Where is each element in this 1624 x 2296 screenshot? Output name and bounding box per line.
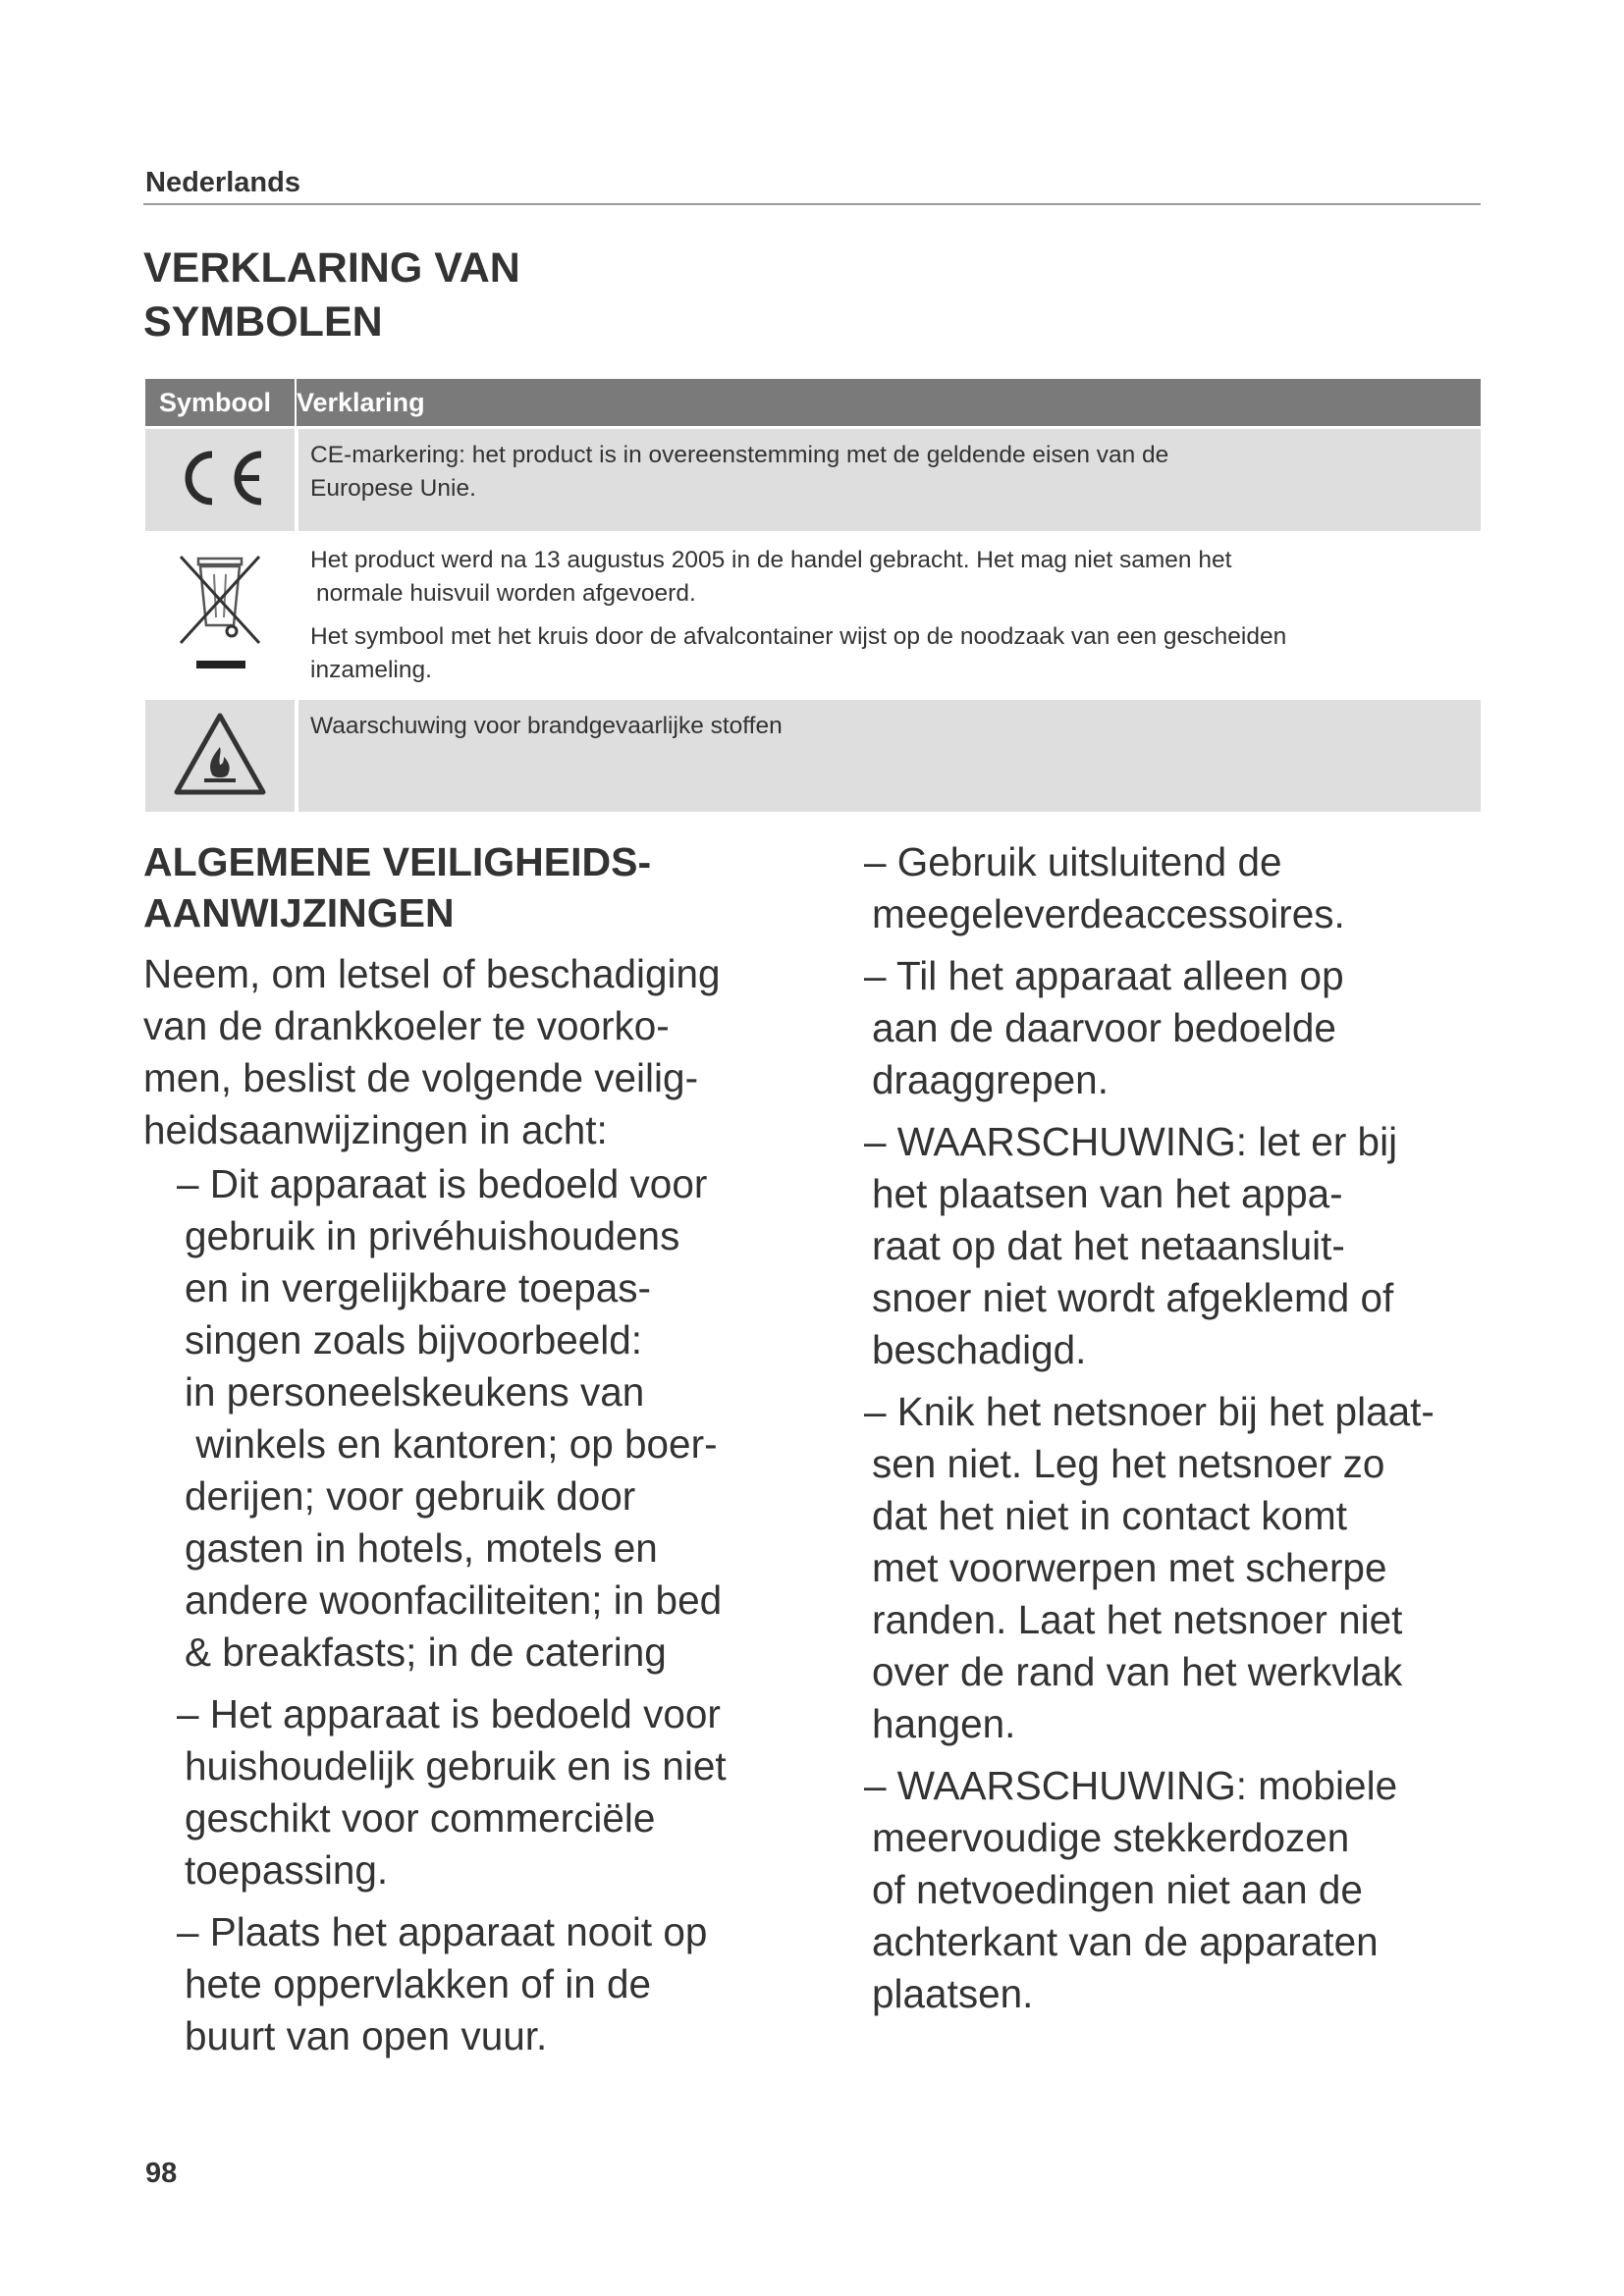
text-line: inzameling. — [310, 657, 432, 683]
table-header — [145, 379, 1481, 426]
text-line: toepassing. — [185, 1847, 389, 1893]
title-line: ALGEMENE VEILIGHEIDS- — [143, 839, 652, 884]
text-line: in personeelskeukens van — [185, 1369, 645, 1415]
list-item — [864, 836, 1520, 940]
text-line: meegeleverdeaccessoires. — [872, 891, 1345, 936]
text-line: van de drankkoeler te voorko- — [143, 1003, 670, 1048]
text-line: derijen; voor gebruik door — [185, 1473, 636, 1519]
list-item — [143, 1688, 821, 1896]
title-line: VERKLARING VAN — [143, 244, 520, 292]
text-line: – Plaats het apparaat nooit op — [177, 1909, 708, 1954]
table-row — [145, 531, 1481, 697]
explanation-paragraph — [310, 544, 1469, 611]
ce-marking-icon — [169, 449, 271, 512]
text-line: achterkant van de apparaten — [872, 1919, 1379, 1964]
page-number: 98 — [145, 2158, 178, 2189]
list-item — [143, 1906, 821, 2062]
left-column — [143, 836, 821, 2072]
text-line: singen zoals bijvoorbeeld: — [185, 1317, 643, 1362]
text-line: gasten in hotels, motels en — [185, 1525, 658, 1571]
text-line: – Dit apparaat is bedoeld voor — [177, 1161, 708, 1206]
list-item — [864, 1760, 1520, 2020]
text-line: hete oppervlakken of in de — [185, 1961, 652, 2006]
text-line: of netvoedingen niet aan de — [872, 1867, 1363, 1912]
table-row — [145, 697, 1481, 812]
text-line: huishoudelijk gebruik en is niet — [185, 1743, 727, 1789]
text-line: dat het niet in contact komt — [872, 1493, 1348, 1538]
text-line: sen niet. Leg het netsnoer zo — [872, 1441, 1385, 1486]
text-line: gebruik in privéhuishoudens — [185, 1213, 680, 1258]
language-label: Nederlands — [145, 167, 300, 198]
text-line: draaggrepen. — [872, 1057, 1109, 1102]
explanation-cell — [298, 534, 1481, 697]
text-line: – Gebruik uitsluitend de — [864, 839, 1282, 884]
symbol-cell — [145, 429, 298, 531]
text-line: – Het apparaat is bedoeld voor — [177, 1691, 721, 1736]
symbol-table — [145, 379, 1481, 812]
text-line: Waarschuwing voor brandgevaarlijke stoffen — [310, 713, 783, 739]
symbol-cell — [145, 700, 298, 812]
text-line: plaatsen. — [872, 1971, 1034, 2016]
text-line: heidsaanwijzingen in acht: — [143, 1107, 608, 1152]
text-line: Europese Unie. — [310, 475, 476, 502]
list-item — [864, 1116, 1520, 1376]
title-line: SYMBOLEN — [143, 298, 383, 346]
text-line: beschadigd. — [872, 1327, 1087, 1372]
explanation-cell — [298, 700, 1481, 812]
explanation-paragraph — [310, 710, 1469, 743]
text-line: andere woonfaciliteiten; in bed — [185, 1577, 723, 1623]
text-line: en in vergelijkbare toepas- — [185, 1265, 652, 1310]
text-line: men, beslist de volgende veilig- — [143, 1055, 699, 1100]
col-header-explanation: Verklaring — [297, 388, 425, 417]
symbol-cell — [145, 534, 298, 697]
text-line: geschikt voor commerciële — [185, 1795, 656, 1841]
explanation-paragraph — [310, 620, 1469, 687]
text-line: over de rand van het werkvlak — [872, 1649, 1403, 1694]
text-line: meervoudige stekkerdozen — [872, 1815, 1350, 1860]
explanation-cell — [298, 429, 1481, 531]
text-line: – Til het apparaat alleen op — [864, 953, 1344, 998]
text-line: Neem, om letsel of beschadiging — [143, 951, 721, 996]
header-divider — [143, 203, 1481, 205]
table-row — [145, 426, 1481, 531]
section-title-safety — [143, 836, 821, 938]
section-title-symbols — [143, 241, 831, 349]
text-line: CE-markering: het product is in overeenstemming met de geldende eisen van de — [310, 442, 1169, 468]
text-line: aan de daarvoor bedoelde — [872, 1005, 1336, 1050]
intro-paragraph — [143, 948, 821, 1156]
col-header-symbol: Symbool — [145, 379, 297, 426]
text-line: buurt van open vuur. — [185, 2013, 548, 2058]
text-line: raat op dat het netaansluit- — [872, 1223, 1345, 1268]
text-line: & breakfasts; in de catering — [185, 1629, 667, 1675]
text-line: met voorwerpen met scherpe — [872, 1545, 1387, 1590]
text-line: – Knik het netsnoer bij het plaat- — [864, 1389, 1435, 1434]
flammable-warning-icon — [171, 710, 269, 803]
text-line: winkels en kantoren; op boer- — [185, 1421, 718, 1467]
text-line: Het product werd na 13 augustus 2005 in de handel gebracht. Het mag niet samen het — [310, 547, 1232, 573]
text-line: Het symbool met het kruis door de afvalcontainer wijst op de noodzaak van een gescheiden — [310, 623, 1287, 650]
list-item — [864, 950, 1520, 1106]
explanation-paragraph — [310, 439, 1469, 506]
crossed-bin-icon — [171, 545, 269, 687]
title-line: AANWIJZINGEN — [143, 890, 455, 935]
text-line: randen. Laat het netsnoer niet — [872, 1597, 1403, 1642]
text-line: het plaatsen van het appa- — [872, 1171, 1343, 1216]
list-item — [143, 1158, 821, 1679]
right-column — [864, 836, 1520, 2030]
text-line: hangen. — [872, 1701, 1016, 1746]
text-line: normale huisvuil worden afgevoerd. — [316, 580, 696, 607]
text-line: – WAARSCHUWING: let er bij — [864, 1119, 1398, 1164]
text-line: – WAARSCHUWING: mobiele — [864, 1763, 1398, 1808]
text-line: snoer niet wordt afgeklemd of — [872, 1275, 1394, 1320]
list-item — [864, 1386, 1520, 1750]
